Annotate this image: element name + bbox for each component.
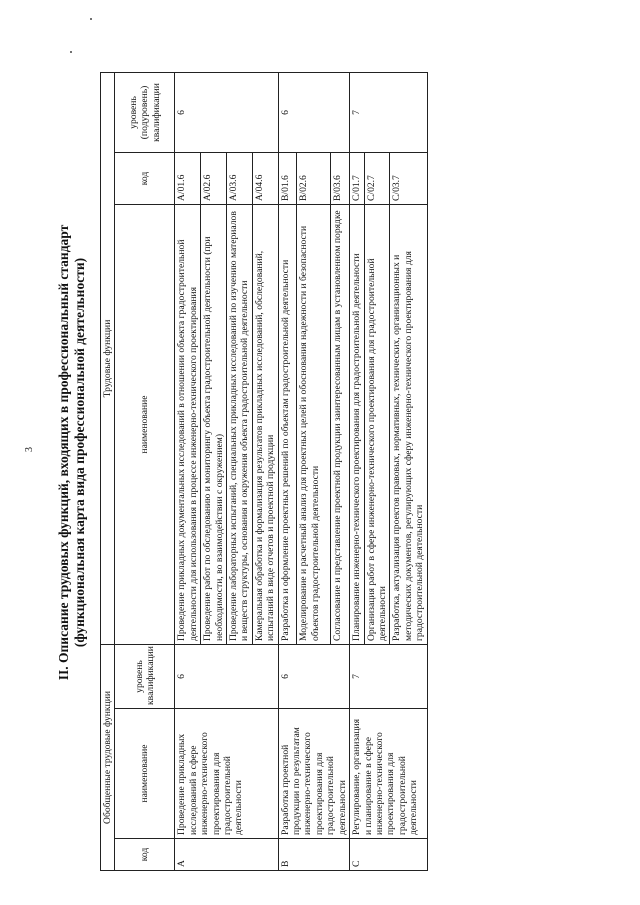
group-name: Регулирование, организация и планирование в сфере инженерно-технического проектирования для градостроительной деятельности: [350, 709, 427, 839]
group-level: 6: [278, 645, 349, 709]
function-level: 7: [350, 72, 427, 152]
function-level: 6: [278, 72, 349, 152]
function-name: Камеральная обработка и формализация результатов прикладных исследований, обследований, испытаний в виде отчетов и проектной продукции: [252, 205, 278, 645]
section-title: II. Описание трудовых функций, входящих в профессиональный стандарт: [56, 224, 71, 681]
section-subtitle: (функциональная карта вида профессиональной деятельности): [72, 257, 87, 648]
function-code: B/03.6: [331, 153, 350, 205]
group-level: 7: [350, 645, 427, 709]
function-code: A/02.6: [201, 153, 227, 205]
function-name: Моделирование и расчетный анализ для проектных целей и обоснования надежности и безопасности объектов градостроительной деятельности: [297, 205, 331, 645]
group-code: A: [175, 839, 278, 871]
function-name: Проведение работ по обследованию и мониторингу объекта градостроительной деятельности (при необходимости, во взаимодействии с окружением): [201, 205, 227, 645]
function-code: A/01.6: [175, 153, 201, 205]
function-name: Организация работ в сфере инженерно-технического проектирования для градостроительной деятельности: [364, 205, 390, 645]
table-row: [175, 72, 201, 870]
function-name: Проведение прикладных документальных исследований в отношении объекта градостроительной деятельности для использования в процессе инженерно-технического проектирования: [175, 205, 201, 645]
group-code: B: [278, 839, 349, 871]
function-code: B/01.6: [278, 153, 297, 205]
header-level: уровень квалификации: [115, 645, 175, 709]
functional-map-table: [100, 72, 428, 871]
header-code: код: [115, 839, 175, 871]
function-code: C/02.7: [364, 153, 390, 205]
table-row: [278, 72, 297, 870]
header-labor-name: наименование: [115, 205, 175, 645]
group-level: 6: [175, 645, 278, 709]
function-code: B/02.6: [297, 153, 331, 205]
function-name: Разработка, актуализация проектов правовых, нормативных, технических, организационных и методических документов, регулирующих сферу инженерно-технического проектирования для градостроительной деятельности: [390, 205, 427, 645]
function-name: Проведение лабораторных испытаний, специальных прикладных исследований по изучению материалов и веществ структуры, основания и окружения объекта градостроительной деятельности: [227, 205, 253, 645]
header-generalized: Обобщенные трудовые функции: [101, 645, 115, 871]
header-labor: Трудовые функции: [101, 72, 115, 644]
function-code: A/03.6: [227, 153, 253, 205]
function-code: C/03.7: [390, 153, 427, 205]
group-code: C: [350, 839, 427, 871]
function-level: 6: [175, 72, 278, 152]
function-name: Разработка и оформление проектных решений по объектам градостроительной деятельности: [278, 205, 297, 645]
function-name: Планирование инженерно-технического проектирования для градостроительной деятельности: [350, 205, 364, 645]
function-name: Согласование и представление проектной продукции заинтересованным лицам в установленном порядке: [331, 205, 350, 645]
group-name: Проведение прикладных исследований в сфере инженерно-технического проектирования для градостроительной деятельности: [175, 709, 278, 839]
table-row: [350, 72, 364, 870]
header-labor-code: код: [115, 153, 175, 205]
function-code: A/04.6: [252, 153, 278, 205]
header-name: наименование: [115, 709, 175, 839]
group-name: Разработка проектной продукции по результатам инженерно-технического проектирования для градостроительной деятельности: [278, 709, 349, 839]
function-code: C/01.7: [350, 153, 364, 205]
page-number: 3: [24, 447, 35, 452]
header-sublevel: уровень (подуровень) квалификации: [115, 72, 175, 152]
